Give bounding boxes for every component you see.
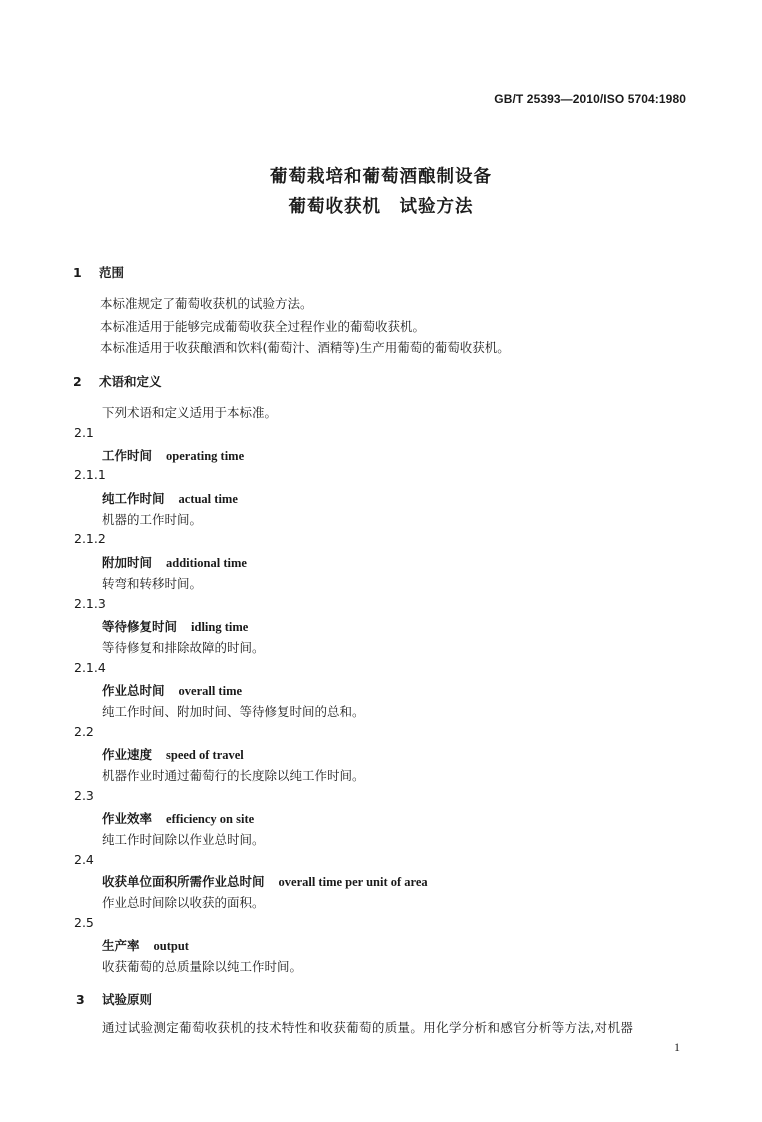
term-definition: 转弯和转移时间。 — [102, 576, 203, 591]
term-en: overall time — [178, 684, 243, 698]
section-title: 范围 — [99, 265, 125, 280]
term-number: 2.4 — [74, 852, 94, 867]
term-number: 2.3 — [74, 788, 94, 803]
term-heading — [102, 936, 189, 954]
section-title: 试验原则 — [102, 992, 153, 1007]
term-definition: 机器的工作时间。 — [102, 512, 203, 527]
term-en: additional time — [166, 556, 247, 570]
paragraph: 本标准适用于能够完成葡萄收获全过程作业的葡萄收获机。 — [100, 319, 426, 334]
paragraph: 本标准规定了葡萄收获机的试验方法。 — [100, 296, 313, 311]
term-en: output — [153, 939, 189, 953]
term-number: 2.1.3 — [74, 596, 106, 611]
document-title-line1: 葡萄栽培和葡萄酒酿制设备 — [270, 167, 492, 187]
term-definition: 等待修复和排除故障的时间。 — [102, 640, 265, 655]
term-zh: 工作时间 — [102, 448, 153, 463]
term-zh: 作业总时间 — [102, 683, 165, 698]
term-heading — [102, 446, 244, 464]
term-zh: 等待修复时间 — [102, 619, 178, 634]
paragraph: 通过试验测定葡萄收获机的技术特性和收获葡萄的质量。用化学分析和感官分析等方法,对机器 — [102, 1020, 634, 1035]
term-en: operating time — [166, 449, 245, 463]
term-number: 2.1.4 — [74, 660, 106, 675]
paragraph: 本标准适用于收获酿酒和饮料(葡萄汁、酒精等)生产用葡萄的葡萄收获机。 — [100, 340, 510, 355]
section-number: 3 — [76, 992, 85, 1007]
document-title-line2: 葡萄收获机 试验方法 — [288, 197, 474, 217]
section-number: 2 — [73, 374, 82, 389]
term-definition: 收获葡萄的总质量除以纯工作时间。 — [102, 959, 303, 974]
term-heading — [102, 872, 428, 890]
term-en: speed of travel — [166, 748, 244, 762]
term-number: 2.5 — [74, 915, 94, 930]
term-en: idling time — [191, 620, 249, 634]
term-zh: 附加时间 — [102, 555, 153, 570]
term-heading — [102, 617, 248, 635]
term-number: 2.1.1 — [74, 467, 106, 482]
term-heading — [102, 489, 238, 507]
section-2-heading — [73, 372, 162, 390]
term-en: actual time — [178, 492, 238, 506]
term-zh: 作业速度 — [102, 747, 153, 762]
term-definition: 纯工作时间、附加时间、等待修复时间的总和。 — [102, 704, 365, 719]
term-heading — [102, 745, 244, 763]
term-number: 2.2 — [74, 724, 94, 739]
term-zh: 作业效率 — [102, 811, 153, 826]
section-3-heading — [76, 990, 152, 1008]
page-number: 1 — [674, 1040, 680, 1054]
term-zh: 收获单位面积所需作业总时间 — [102, 874, 265, 889]
term-definition: 机器作业时通过葡萄行的长度除以纯工作时间。 — [102, 768, 365, 783]
term-number: 2.1 — [74, 425, 94, 440]
paragraph: 下列术语和定义适用于本标准。 — [102, 405, 278, 420]
term-definition: 作业总时间除以收获的面积。 — [102, 895, 265, 910]
term-zh: 生产率 — [102, 938, 140, 953]
term-en: overall time per unit of area — [278, 875, 428, 889]
term-heading — [102, 553, 247, 571]
section-number: 1 — [73, 265, 82, 280]
term-en: efficiency on site — [166, 812, 255, 826]
term-number: 2.1.2 — [74, 531, 106, 546]
term-zh: 纯工作时间 — [102, 491, 165, 506]
section-title: 术语和定义 — [99, 374, 162, 389]
term-heading — [102, 681, 242, 699]
standard-number: GB/T 25393—2010/ISO 5704:1980 — [494, 92, 686, 106]
term-definition: 纯工作时间除以作业总时间。 — [102, 832, 265, 847]
section-1-heading — [73, 263, 124, 281]
term-heading — [102, 809, 254, 827]
